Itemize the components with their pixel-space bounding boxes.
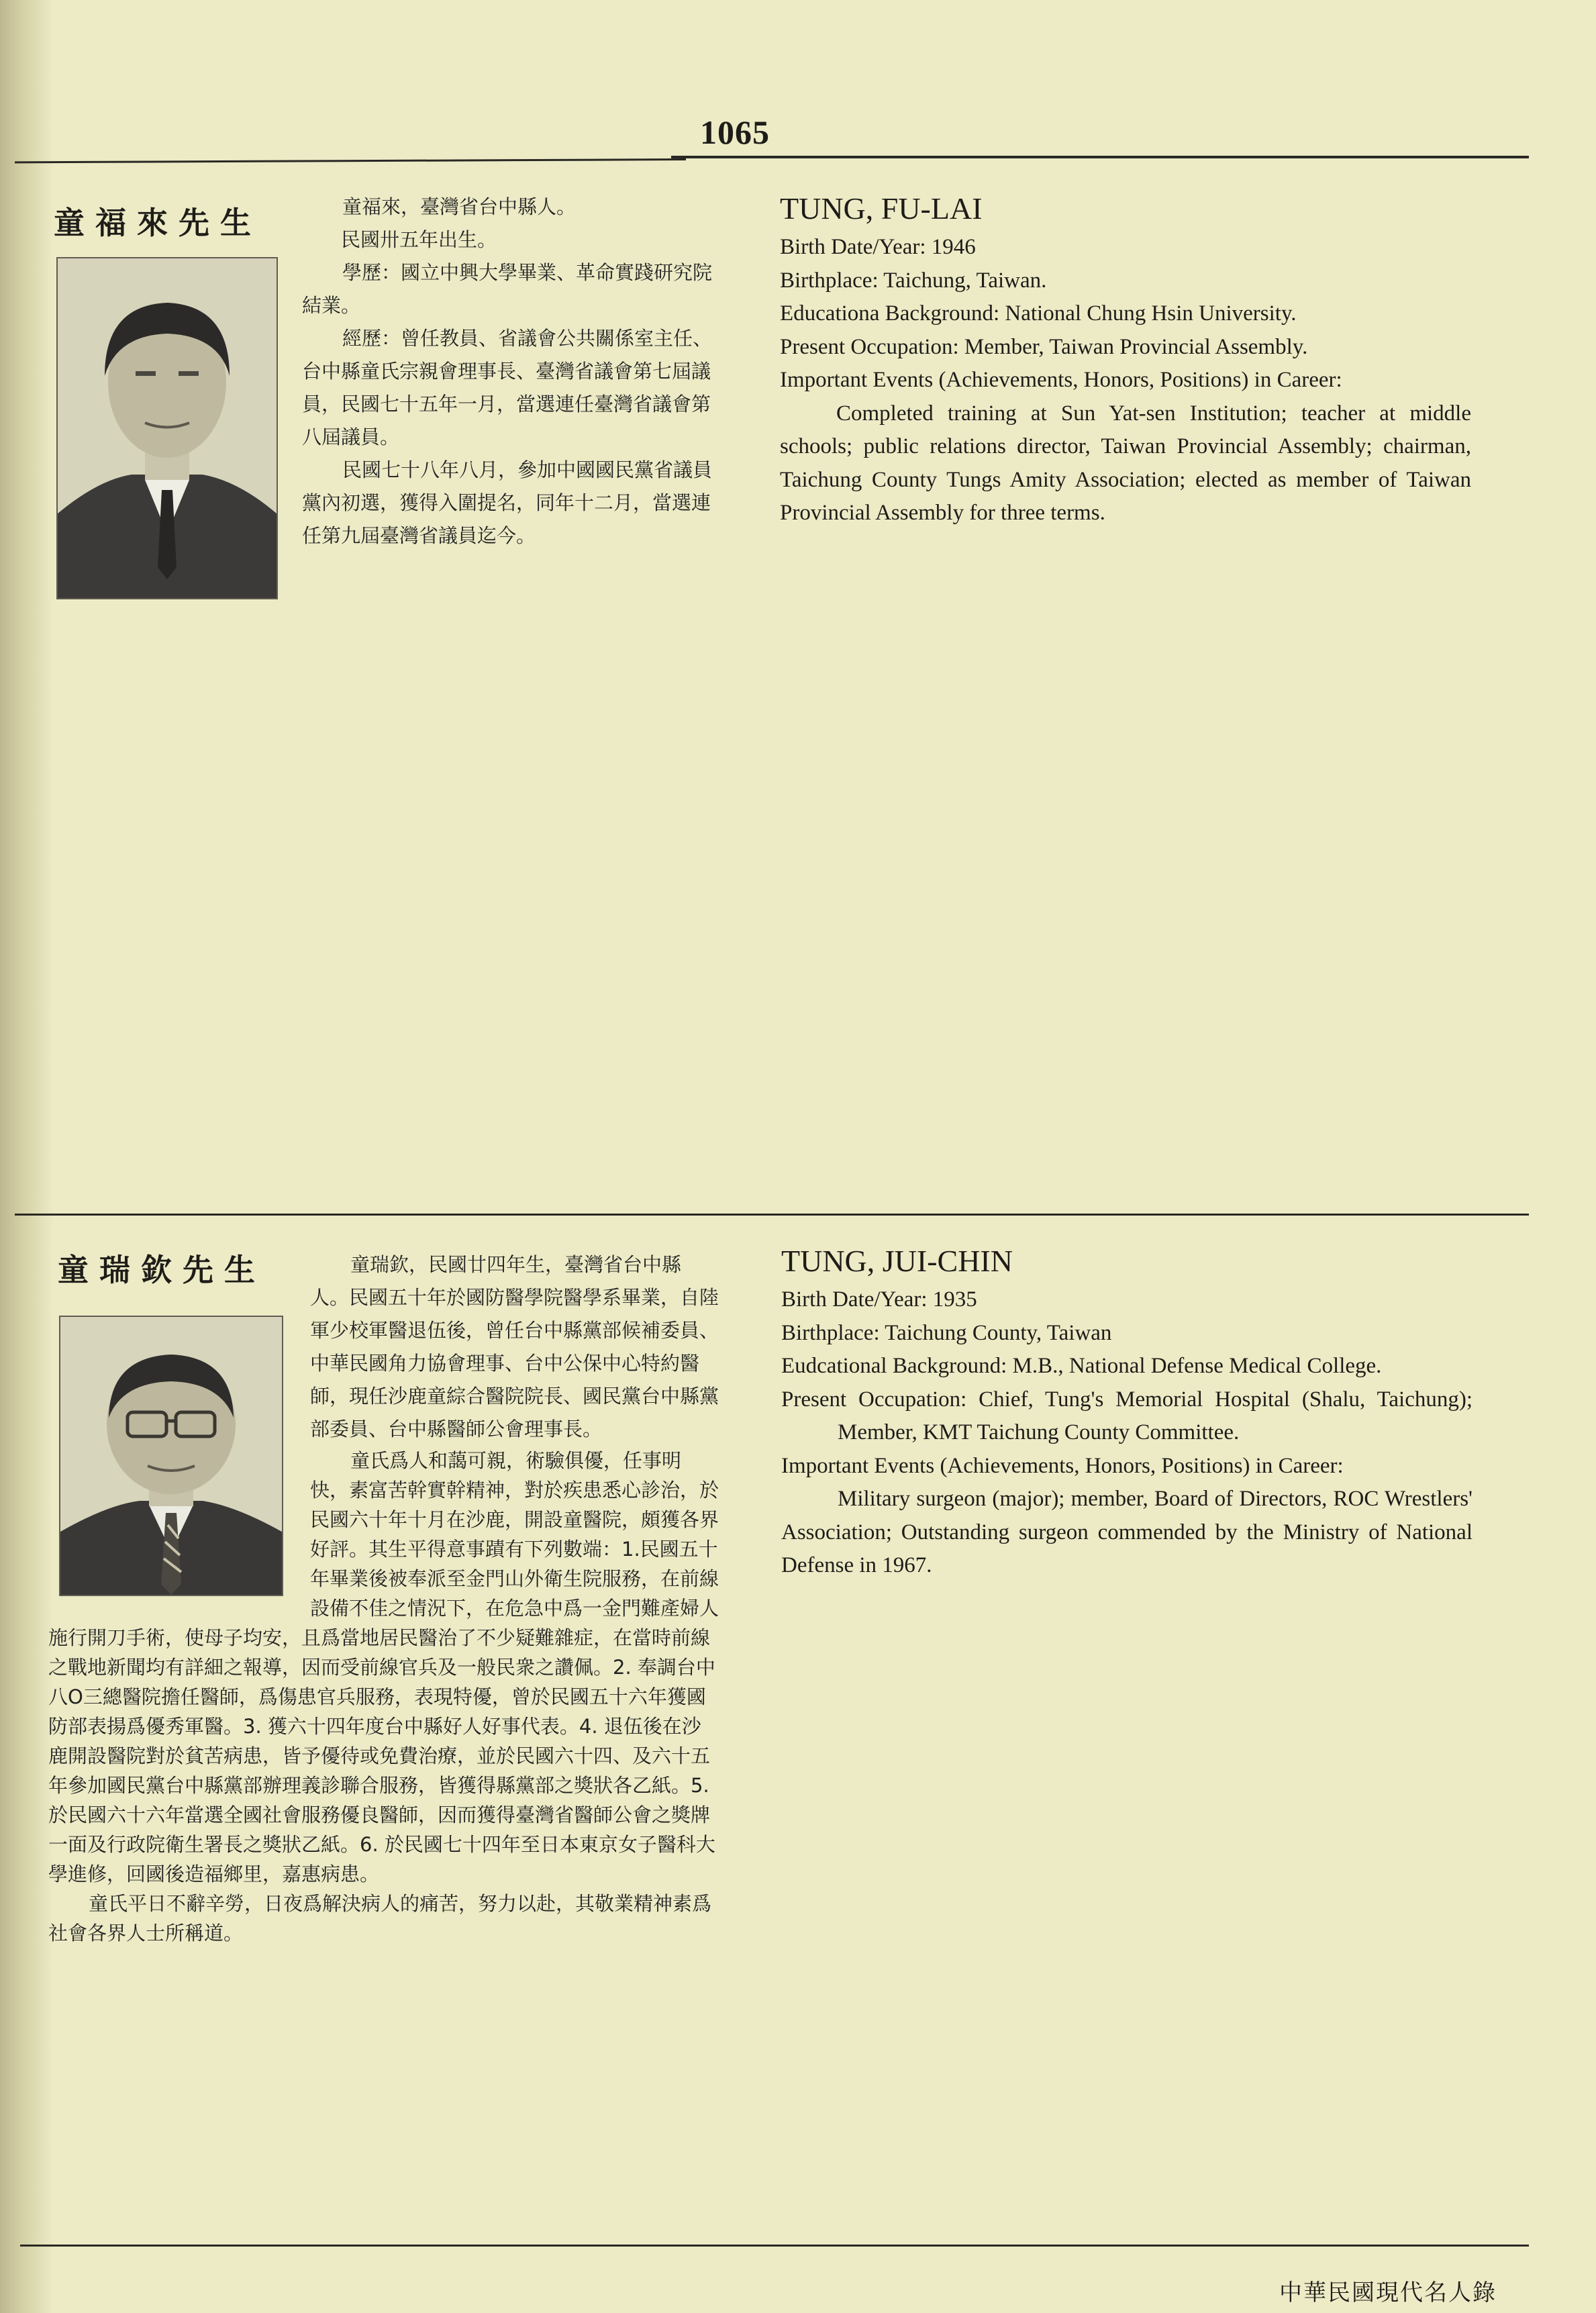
portrait-image bbox=[58, 258, 277, 598]
entry-1-chinese-bio bbox=[302, 191, 718, 552]
entry-1-events: Completed training at Sun Yat-sen Institution; teacher at middle schools; public relations director, Taiwan Provincial Assembly; chairman, Taichung County Tungs Amity Association; elected as member of Taiwan Provincial Assembly for three terms. bbox=[780, 401, 1471, 525]
entry-2-chinese-bio bbox=[48, 1248, 719, 1948]
entry-2-chinese-name: 童瑞欽先生 bbox=[58, 1252, 266, 1288]
entry-1-cn-paragraph: 經歷：曾任教員、省議會公共關係室主任、台中縣童氏宗親會理事長、臺灣省議會第七屆議員，民國七十五年一月，當選連任臺灣省議會第八屆議員。 bbox=[302, 327, 713, 448]
book-title-footer: 中華民國現代名人錄 bbox=[1279, 2279, 1497, 2306]
header-rule-left bbox=[15, 158, 686, 163]
page-number: 1065 bbox=[700, 113, 770, 151]
entry-1-cn-paragraph: 學歷：國立中興大學畢業、革命實踐研究院結業。 bbox=[302, 261, 713, 317]
entry-2-cn-paragraph: 童瑞欽，民國廿四年生，臺灣省台中縣人。民國五十年於國防醫學院醫學系畢業，自陸軍少校軍醫退伍後，曾任台中縣黨部候補委員、中華民國角力協會理事、台中公保中心特約醫師，現任沙鹿童綜合醫院院長、國民黨台中縣黨部委員、台中縣醫師公會理事長。 bbox=[310, 1253, 719, 1440]
entry-1-cn-paragraph: 民國卅五年出生。 bbox=[341, 228, 497, 251]
page-spine-shadow bbox=[0, 0, 54, 2313]
entry-2-cn-paragraph: 童氏爲人和藹可親，術驗俱優，任事明快，素富苦幹實幹精神，對於疾患悉心診治，於民國六十年十月在沙鹿，開設童醫院，頗獲各界好評。其生平得意事蹟有下列數端：1.民國五十年畢業後被奉派至金門山外衛生院服務，在前線設備不佳之情況下，在危急中爲一金門難產婦人施行開刀手術，使母子均安，且爲當地居民醫治了不少疑難雜症，在當時前線之戰地新聞均有詳細之報導，因而受前線官兵及一般民衆之讚佩。2. 奉調台中八O三總醫院擔任醫師，爲傷患官兵服務，表現特優，曾於民國五十六年獲國防部表揚爲優秀軍醫。3. 獲六十四年度台中縣好人好事代表。4. 退伍後在沙鹿開設醫院對於貧苦病患，皆予優待或免費治療，並於民國六十四、及六十五年參加國民黨台中縣黨部辦理義診聯合服務，皆獲得縣黨部之獎狀各乙紙。5. 於民國六十六年當選全國社會服務優良醫師，因而獲得臺灣省醫師公會之獎牌一面及行政院衛生署長之獎狀乙紙。6. 於民國七十四年至日本東京女子醫科大學進修，回國後造福鄉里，嘉惠病患。 bbox=[48, 1449, 719, 1885]
entry-2-english-bio bbox=[781, 1242, 1473, 1583]
show-through-text bbox=[537, 591, 1450, 940]
entry-1-chinese-name: 童福來先生 bbox=[54, 205, 262, 241]
footer-rule bbox=[20, 2245, 1529, 2247]
entry-2-occupation: Present Occupation: Chief, Tung's Memorial Hospital (Shalu, Taichung); Member, KMT Taichung County Committee. bbox=[781, 1387, 1473, 1444]
entry-2-birth-year: Birth Date/Year: 1935 bbox=[781, 1287, 977, 1312]
entry-2-birthplace: Birthplace: Taichung County, Taiwan bbox=[781, 1320, 1112, 1345]
entry-1-portrait-photo bbox=[56, 257, 278, 599]
entry-1-english-name: TUNG, FU-LAI bbox=[780, 191, 983, 226]
entry-2-events-label: Important Events (Achievements, Honors, Positions) in Career: bbox=[781, 1453, 1344, 1478]
entry-2-events: Military surgeon (major); member, Board of Directors, ROC Wrestlers' Association; Outstanding surgeon commended by the Ministry of National Defense in 1967. bbox=[781, 1487, 1473, 1577]
entry-2-cn-paragraph: 童氏平日不辭辛勞，日夜爲解決病人的痛苦，努力以赴，其敬業精神素爲社會各界人士所稱道。 bbox=[48, 1892, 712, 1945]
entry-1-cn-paragraph: 童福來，臺灣省台中縣人。 bbox=[342, 195, 577, 218]
entry-2-education: Eudcational Background: M.B., National Defense Medical College. bbox=[781, 1354, 1382, 1378]
entry-1-cn-paragraph: 民國七十八年八月，參加中國國民黨省議員黨內初選，獲得入圍提名，同年十二月，當選連任第九屆臺灣省議員迄今。 bbox=[302, 458, 713, 547]
entry-1-education: Educationa Background: National Chung Hsin University. bbox=[780, 301, 1297, 326]
entry-divider bbox=[15, 1214, 1529, 1216]
entry-1-birthplace: Birthplace: Taichung, Taiwan. bbox=[780, 268, 1047, 293]
entry-1-birth-year: Birth Date/Year: 1946 bbox=[780, 235, 976, 259]
entry-1-events-label: Important Events (Achievements, Honors, Positions) in Career: bbox=[780, 368, 1342, 392]
photo-wrap-spacer bbox=[48, 1248, 310, 1614]
header-rule bbox=[671, 156, 1529, 158]
entry-2-english-name: TUNG, JUI-CHIN bbox=[781, 1244, 1013, 1278]
entry-1-english-bio bbox=[780, 189, 1471, 530]
entry-1-occupation: Present Occupation: Member, Taiwan Provincial Assembly. bbox=[780, 334, 1308, 359]
